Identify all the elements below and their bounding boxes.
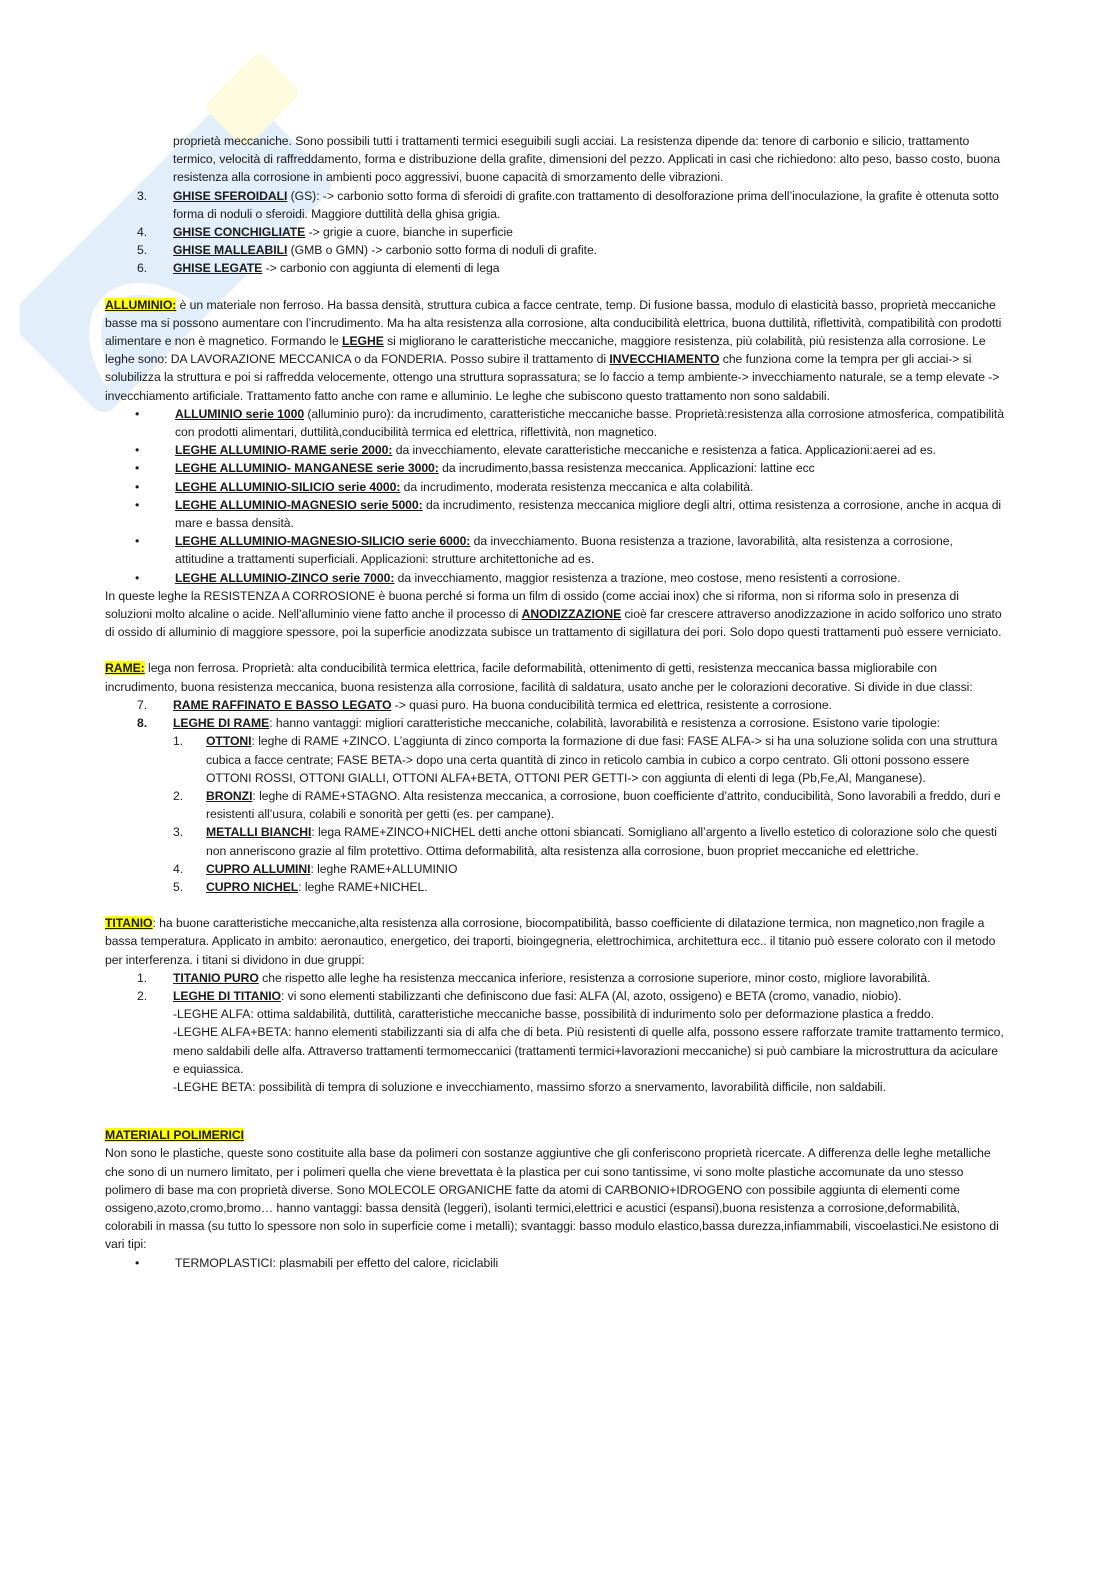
list-item — [105, 441, 1005, 459]
bullet: • — [135, 534, 140, 549]
list-number: 5. — [137, 243, 148, 258]
bullet: • — [135, 461, 140, 476]
item-text: : vi sono elementi stabilizzanti che definiscono due fasi: ALFA (Al, azoto, ossigeno) e BETA (cromo, vanadio, niobio). — [280, 988, 902, 1003]
list-number: 4. — [137, 225, 148, 240]
term: LEGHE ALLUMINIO- MANGANESE serie 3000: — [175, 461, 439, 476]
item-text: da incrudimento, moderata resistenza meccanica e alta colabilità. — [400, 479, 754, 494]
alluminio-series-list — [105, 405, 1005, 587]
term: LEGHE ALLUMINIO-MAGNESIO-SILICIO serie 6000: — [175, 534, 471, 549]
list-number: 4. — [173, 861, 184, 876]
polimerici-heading-line — [105, 1126, 1005, 1144]
list-item — [105, 969, 1005, 987]
list-item — [105, 496, 1005, 532]
item-text: da invecchiamento. Buona resistenza a trazione, lavorabilità, alta resistenza a corrosione, attitudine a trattamenti superficiali. Applicazioni: strutture architettoniche ad es. — [175, 534, 953, 567]
list-item — [105, 987, 1005, 1005]
item-text: TERMOPLASTICI: plasmabili per effetto del calore, riciclabili — [175, 1255, 499, 1270]
section-heading-rame: RAME: — [105, 661, 145, 676]
list-item — [105, 405, 1005, 441]
list-number: 3. — [173, 825, 184, 840]
term: OTTONI — [206, 734, 252, 749]
list-item — [105, 478, 1005, 496]
rame-classes-list — [105, 696, 1005, 732]
item-text: (alluminio puro): da incrudimento, caratteristiche meccaniche basse. Proprietà:resistenza alla corrosione atmosferica, compatibilità con prodotti alimentari, duttilità,conducibilità termica ed elettrica, riflettività, non magnetico. — [175, 406, 1004, 440]
section-heading-titanio: TITANIO — [105, 916, 153, 931]
item-text: : leghe di RAME +ZINCO. L’aggiunta di zinco comporta la formazione di due fasi: FASE ALFA-> si ha una soluzione solida con una struttura cubica a facce centrate; FASE BETA-> dopo una certa quantità di zinco in reticolo cambia in cubico a corpo centrato. Gli ottoni possono essere OTTONI ROSSI, OTTONI GIALLI, OTTONI ALFA+BETA, OTTONI PER GETTI-> con aggiunta di elenti di lega (Pb,Fe,Al, Manganese). — [206, 734, 998, 785]
list-item — [105, 569, 1005, 587]
term: ANODIZZAZIONE — [521, 607, 622, 622]
term: LEGHE DI TITANIO — [173, 988, 281, 1003]
bullet: • — [135, 497, 140, 512]
item-text: da invecchiamento, maggior resistenza a trazione, meo costose, meno resistenti a corrosione. — [394, 570, 901, 585]
list-item — [105, 696, 1005, 714]
term: RAME RAFFINATO E BASSO LEGATO — [173, 697, 392, 712]
item-text: -> carbonio con aggiunta di elementi di lega — [262, 261, 500, 276]
list-item — [105, 787, 1005, 823]
item-text: da incrudimento, resistenza meccanica migliore degli altri, ottima resistenza a corrosione, anche in acqua di mare e bassa densità. — [175, 497, 1002, 531]
list-item — [105, 241, 1005, 259]
item-text: (GMB o GMN) -> carbonio sotto forma di noduli di grafite. — [287, 243, 598, 258]
ghise-list — [105, 187, 1005, 278]
list-item — [105, 259, 1005, 277]
item-text: che rispetto alle leghe ha resistenza meccanica inferiore, resistenza a corrosione superiore, minor costo, migliore lavorabilità. — [258, 970, 931, 985]
term: INVECCHIAMENTO — [609, 352, 720, 367]
leghe-alfa-beta-text: -LEGHE ALFA+BETA: hanno elementi stabilizzanti sia di alfa che di beta. Più resistenti di quelle alfa, possono essere rafforzate tramite trattamento termico, meno saldabili delle alfa. Attraverso trattamenti termomeccanici (trattamenti termici+lavorazioni meccaniche) si può cambiare la microstruttura da aciculare e equiassica. — [173, 1025, 1004, 1076]
item-text: : leghe RAME+ALLUMINIO — [310, 861, 458, 876]
bullet: • — [135, 443, 140, 458]
term: LEGHE DI RAME — [173, 716, 270, 731]
list-number: 2. — [137, 988, 148, 1003]
item-text: (GS): -> carbonio sotto forma di sferoidi di grafite.con trattamento di desolforazione prima dell’inoculazione, la grafite è ottenuta sotto forma di noduli o sferoidi. Maggiore duttilità della ghisa grigia. — [173, 188, 999, 221]
term: LEGHE ALLUMINIO-MAGNESIO serie 5000: — [175, 497, 423, 512]
paragraph-text: che funziona come la tempra per gli acciai-> si solubilizza la struttura e poi si raffredda velocemente, ottengo una struttura soprassatura; se lo faccio a temp ambiente-> invecchiamento naturale, se a temp elevate -> invecchiamento artificiale. Trattamento fatto anche con rame e alluminio. Le leghe che subiscono questo trattamento non sono saldabili. — [105, 352, 1000, 403]
ghise-intro-paragraph: proprietà meccaniche. Sono possibili tutti i trattamenti termici eseguibili sugli acciai. La resistenza dipende da: tenore di carbonio e silicio, trattamento termico, velocità di raffreddamento, forma e distribuzione della grafite, dimensioni del pezzo. Applicati in casi che richiedono: alto peso, basso costo, buona resistenza alla corrosione in ambienti poco aggressivi, buone capacità di smorzamento delle vibrazioni. — [173, 134, 1001, 185]
term: GHISE CONCHIGLIATE — [173, 225, 306, 240]
list-number: 3. — [137, 188, 148, 203]
list-number: 8. — [137, 716, 148, 731]
leghe-alfa-text: -LEGHE ALFA: ottima saldabilità, duttilità, caratteristiche meccaniche basse, possibilità di indurimento solo per deformazione plastica a freddo. — [173, 1007, 934, 1022]
list-number: 7. — [137, 697, 148, 712]
bullet: • — [135, 479, 140, 494]
term: LEGHE ALLUMINIO-RAME serie 2000: — [175, 443, 393, 458]
term: METALLI BIANCHI — [206, 825, 312, 840]
list-number: 1. — [137, 970, 148, 985]
paragraph-text: si migliorano le caratteristiche meccaniche, maggiore resistenza, più colabilità, più resistenza alla corrosione. Le leghe sono: DA LAVORAZIONE MECCANICA o da FONDERIA. Posso subire il trattamento di — [105, 334, 986, 367]
list-item — [105, 714, 1005, 732]
bullet: • — [135, 570, 140, 585]
item-text: -> quasi puro. Ha buona conducibilità termica ed elettrica, resistente a corrosione. — [391, 697, 832, 712]
item-text: -> grigie a cuore, bianche in superficie — [305, 225, 513, 240]
list-item — [105, 223, 1005, 241]
term: GHISE SFEROIDALI — [173, 188, 288, 203]
titanio-paragraph — [105, 914, 1005, 969]
term: ALLUMINIO serie 1000 — [175, 406, 305, 421]
term: GHISE LEGATE — [173, 261, 263, 276]
paragraph-text: : ha buone caratteristiche meccaniche,alta resistenza alla corrosione, biocompatibilità, basso coefficiente di dilatazione termica, non magnetico,non fragile a bassa temperatura. Applicato in ambito: aeronautico, energetico, dei traporti, bioingegneria, elettrochimica, architettura ecc.. il titanio può essere colorato con il metodo per interferenza. i titani si dividono in due gruppi: — [105, 916, 996, 967]
section-heading-alluminio: ALLUMINIO: — [105, 297, 177, 312]
term: GHISE MALLEABILI — [173, 243, 288, 258]
term: TITANIO PURO — [173, 970, 259, 985]
item-text: : lega RAME+ZINCO+NICHEL detti anche ottoni sbiancati. Somigliano all’argento a livello estetico di colorazione solo che questi non anneriscono grazie al film protettivo. Ottima deformabilità, alta resistenza alla corrosione, buon propriet meccaniche ed elettriche. — [206, 825, 997, 858]
paragraph-text: In queste leghe la RESISTENZA A CORROSIONE è buona perché si forma un film di ossido (come acciai inox) che si riforma, non si riforma solo in presenza di soluzioni molto alcaline o acide. Nell’alluminio viene fatto anche il processo di — [105, 588, 959, 622]
list-item — [105, 732, 1005, 787]
polimerici-paragraph: Non sono le plastiche, queste sono costituite alla base da polimeri con sostanze aggiuntive che gli conferiscono proprietà ricercate. A differenza delle leghe metalliche che sono di un numero limitato, per i polimeri quella che viene brevettata è la plastica per cui sono tantissime, vi sono molte plastiche accomunate da uno stesso polimero di base ma con proprietà diverse. Sono MOLECOLE ORGANICHE fatte da atomi di CARBONIO+IDROGENO con possibile aggiunta di elementi come ossigeno,azoto,cromo,bromo… hanno vantaggi: bassa densità (leggeri), isolanti termici,elettrici e acustici (espansi),buona resistenza a corrosione,deformabilità, colorabili in massa (su tutto lo spessore non solo in superficie come i metalli); svantaggi: basso modulo elastico,bassa durezza,infiammabili, viscoelastici.Ne esistono di vari tipi: — [105, 1146, 999, 1252]
item-text: da incrudimento,bassa resistenza meccanica. Applicazioni: lattine ecc — [438, 461, 815, 476]
list-number: 1. — [173, 734, 184, 749]
term: CUPRO NICHEL — [206, 879, 299, 894]
term: LEGHE ALLUMINIO-SILICIO serie 4000: — [175, 479, 401, 494]
list-item — [105, 459, 1005, 477]
paragraph-text: è un materiale non ferroso. Ha bassa densità, struttura cubica a facce centrate, temp. Di fusione bassa, modulo di elasticità basso, proprietà meccaniche basse ma si possono aumentare con l’incrudimento. Ma ha alta resistenza alla corrosione, alta conducibilità elettrica, buona duttilità, riflettività, compatibilità con prodotti alimentare e non è magnetico. Formando le — [105, 297, 1002, 349]
term: CUPRO ALLUMINI — [206, 861, 311, 876]
list-number: 2. — [173, 788, 184, 803]
term: LEGHE — [342, 334, 384, 349]
list-number: 5. — [173, 879, 184, 894]
list-number: 6. — [137, 261, 148, 276]
item-text: da invecchiamento, elevate caratteristiche meccaniche e resistenza a fatica. Applicazioni:aerei ad es. — [392, 443, 936, 458]
corrosione-paragraph — [105, 587, 1005, 642]
item-text: : leghe di RAME+STAGNO. Alta resistenza meccanica, a corrosione, buon coefficiente d’attrito, conducibilità, Sono lavorabili a freddo, duri e resistenti all’usura, colabili e sonorità per getti (es. per campane). — [206, 788, 1001, 822]
leghe-beta-text: -LEGHE BETA: possibilità di tempra di soluzione e invecchiamento, massimo sforzo a snervamento, lavorabilità difficile, non saldabili. — [173, 1079, 886, 1094]
item-text: : hanno vantaggi: migliori caratteristiche meccaniche, colabilità, lavorabilità e resistenza a corrosione. Esistono varie tipologie: — [269, 716, 941, 731]
term: BRONZI — [206, 788, 253, 803]
bullet: • — [135, 406, 140, 421]
rame-types-list — [105, 732, 1005, 896]
document-body — [105, 132, 1005, 1272]
list-item — [105, 860, 1005, 878]
list-item — [105, 187, 1005, 223]
term: LEGHE ALLUMINIO-ZINCO serie 7000: — [175, 570, 395, 585]
paragraph-text: lega non ferrosa. Proprietà: alta conducibilità termica elettrica, facile deformabilità, ottenimento di getti, resistenza meccanica bassa migliorabile con incrudimento, buona resistenza meccanica, buona resistenza alla corrosione, facilità di saldatura, usato anche per le colorazioni decorative. Si divide in due classi: — [105, 661, 973, 694]
item-text: : leghe RAME+NICHEL. — [298, 879, 428, 894]
list-item — [105, 878, 1005, 896]
section-heading-polimerici: MATERIALI POLIMERICI — [105, 1128, 244, 1143]
titanio-groups-list — [105, 969, 1005, 1096]
paragraph-text: cioè far crescere attraverso anodizzazione in acido solforico uno strato di ossido di alluminio di maggiore spessore, poi la superficie anodizzata subisce un trattamento di sigillatura dei pori. Solo dopo questi trattamenti può essere verniciato. — [105, 607, 1002, 640]
list-item — [105, 823, 1005, 859]
bullet: • — [135, 1255, 140, 1270]
list-item — [105, 1254, 1005, 1272]
list-item — [105, 532, 1005, 568]
alluminio-paragraph — [105, 296, 1005, 405]
polimerici-types-list — [105, 1254, 1005, 1272]
rame-paragraph — [105, 659, 1005, 695]
